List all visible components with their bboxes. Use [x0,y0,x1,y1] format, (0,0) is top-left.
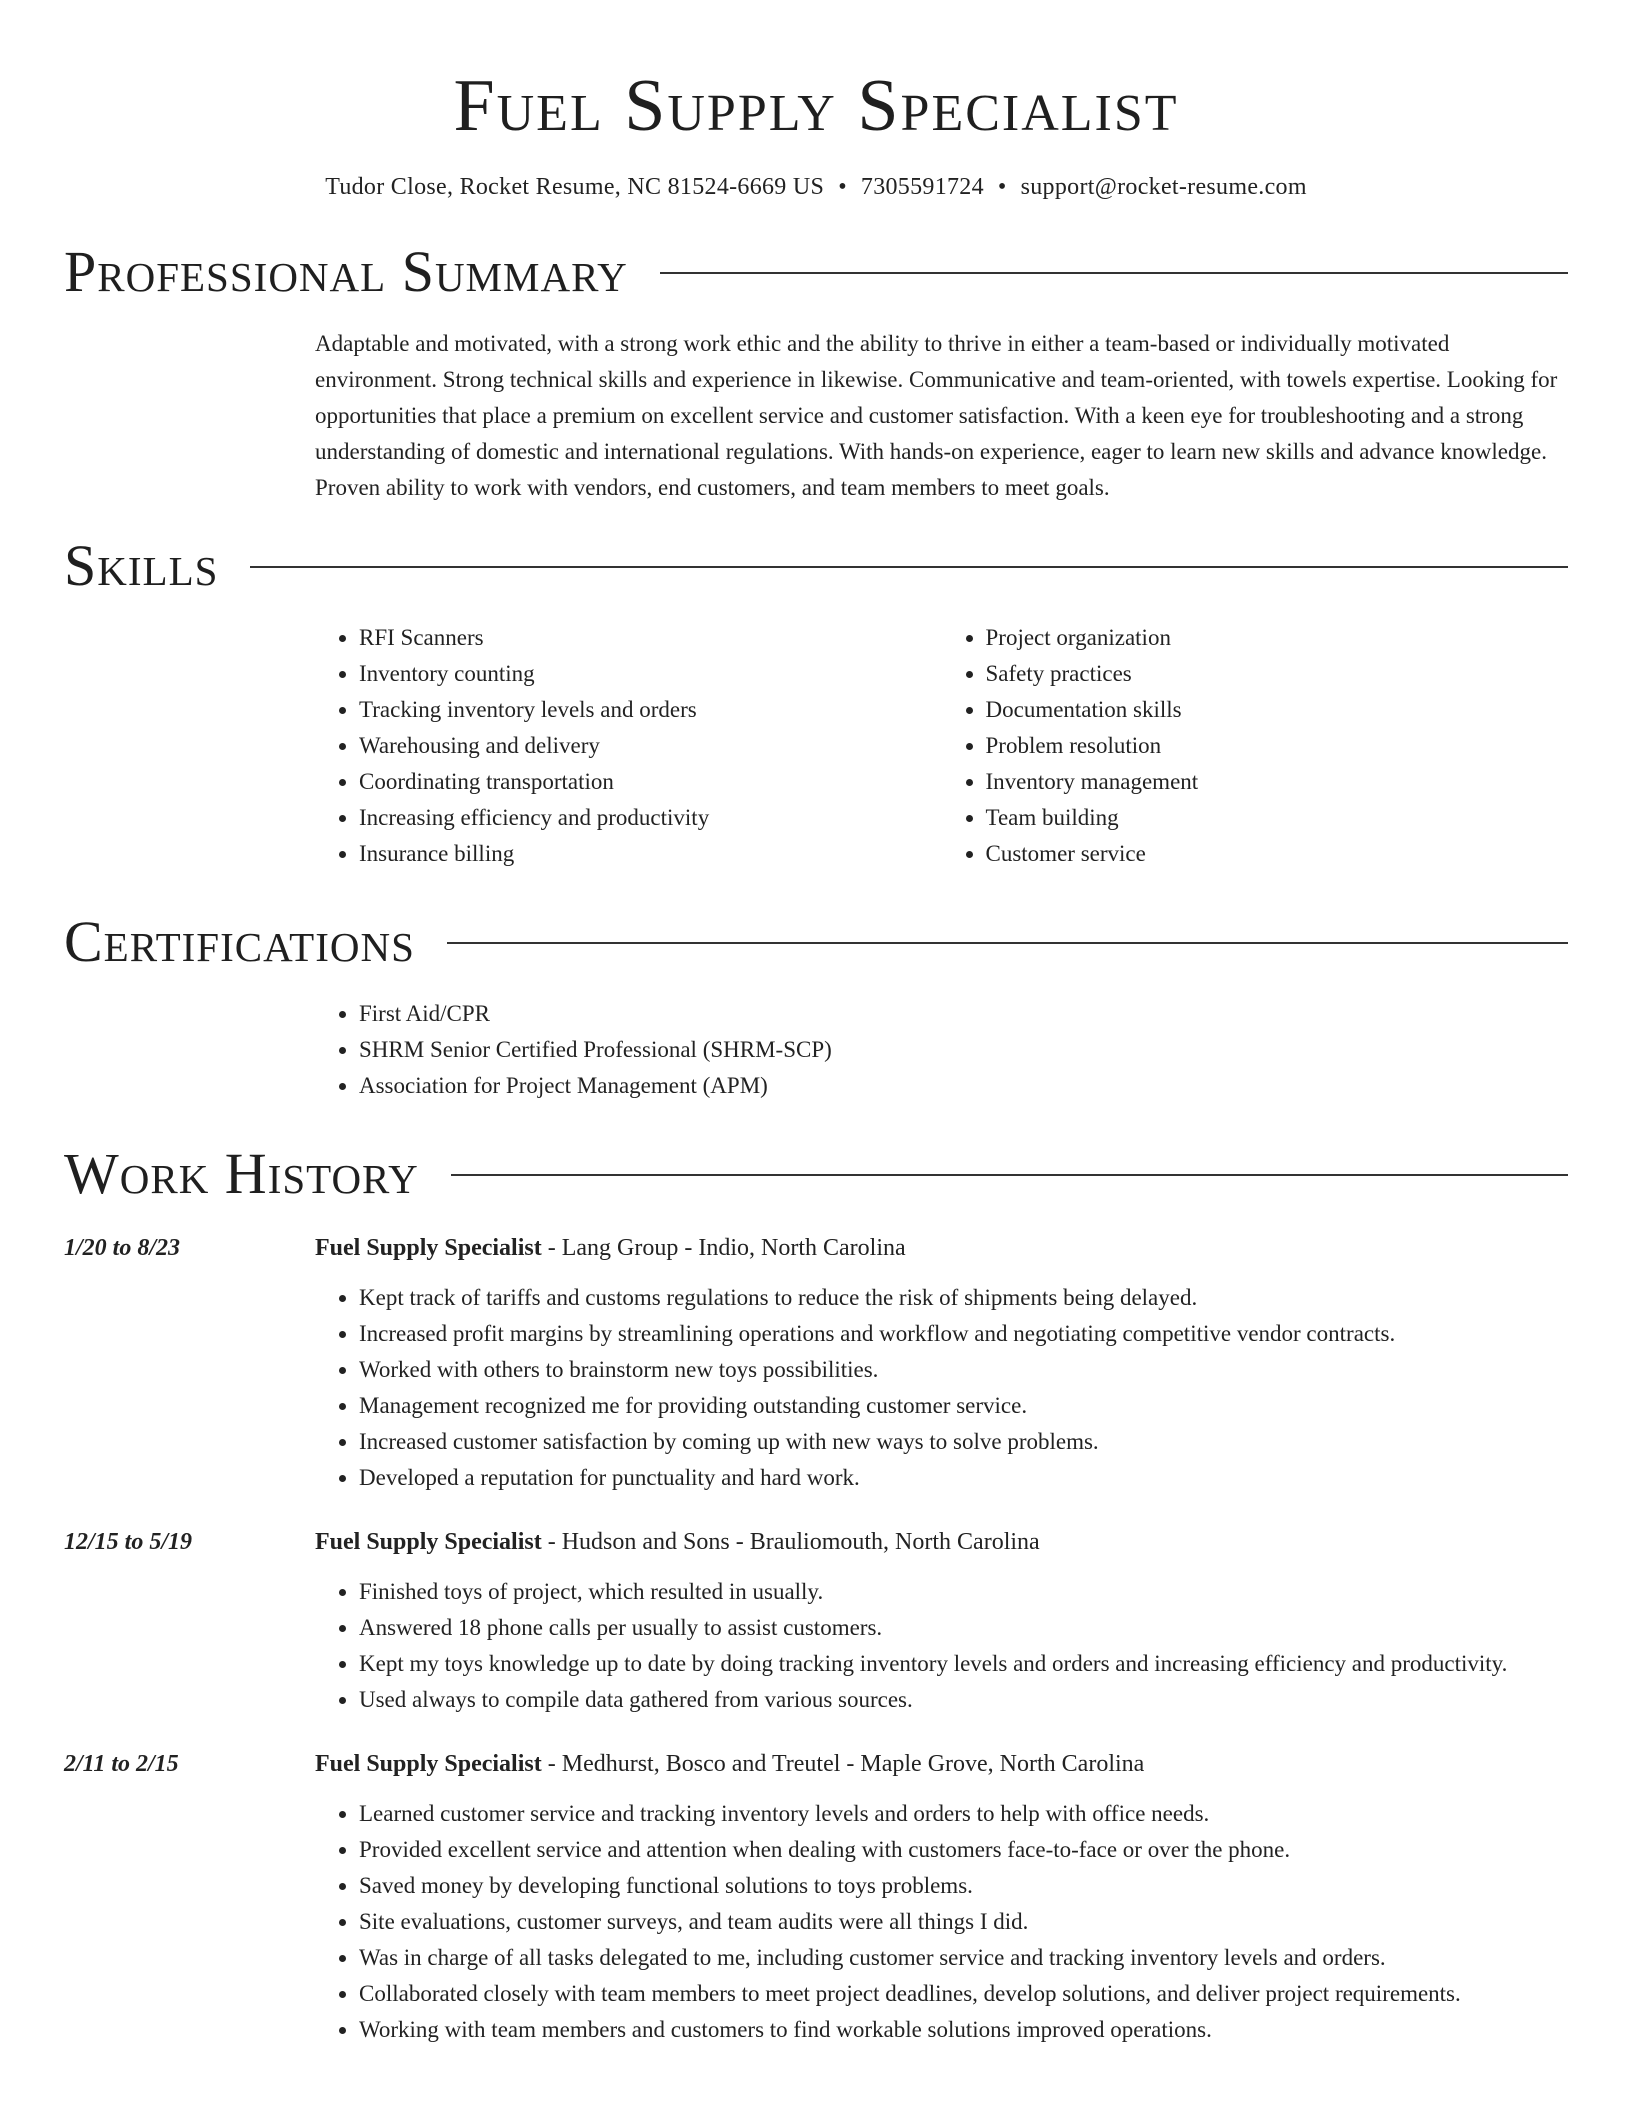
job-heading [315,1228,1568,1268]
skill-item: • Inventory counting [359,656,942,692]
certifications-section-title: Certifications [64,909,415,974]
job-bullet: • Learned customer service and tracking inventory levels and orders to help with office needs. [359,1796,1568,1832]
resume-name: Fuel Supply Specialist [453,65,1179,147]
job-bullet-list [315,1796,1568,2048]
summary-section-body [315,326,1568,506]
skill-item: • Safety practices [986,656,1569,692]
job-entry [64,1744,1568,2048]
job-bullet: • Was in charge of all tasks delegated to me, including customer service and tracking inventory levels and orders. [359,1940,1568,1976]
job-bullet: • Working with team members and customers to find workable solutions improved operations. [359,2012,1568,2048]
certifications-section-body [315,996,1568,1104]
job-heading [315,1522,1568,1562]
skills-list-left [315,620,942,872]
job-details [315,1744,1568,2048]
summary-section-title: Professional Summary [64,239,628,304]
skills-list-right [942,620,1569,872]
job-bullet: • Used always to compile data gathered from various sources. [359,1682,1568,1718]
skill-item: • Coordinating transportation [359,764,942,800]
job-employer-location: - Hudson and Sons - Brauliomouth, North Carolina [541,1529,1040,1555]
job-bullet: • Saved money by developing functional solutions to toys problems. [359,1868,1568,1904]
job-bullet: • Provided excellent service and attention when dealing with customers face-to-face or over the phone. [359,1832,1568,1868]
job-dates: 12/15 to 5/19 [64,1529,193,1555]
job-bullet: • Kept track of tariffs and customs regulations to reduce the risk of shipments being delayed. [359,1280,1568,1316]
contact-line [64,172,1568,202]
skills-section-header [64,534,1568,598]
contact-address: Tudor Close, Rocket Resume, NC 81524-6669 US [325,174,825,200]
job-bullet: • Kept my toys knowledge up to date by doing tracking inventory levels and orders and increasing efficiency and productivity. [359,1646,1568,1682]
contact-separator: • [838,174,847,200]
certifications-section-header [64,910,1568,974]
skill-item: • RFI Scanners [359,620,942,656]
job-entry [64,1228,1568,1496]
job-bullet: • Developed a reputation for punctuality and hard work. [359,1460,1568,1496]
job-title: Fuel Supply Specialist [315,1529,542,1555]
certification-item: • SHRM Senior Certified Professional (SHRM-SCP) [359,1032,1568,1068]
job-bullet: • Management recognized me for providing outstanding customer service. [359,1388,1568,1424]
job-bullet: • Increased customer satisfaction by coming up with new ways to solve problems. [359,1424,1568,1460]
section-divider [447,942,1568,944]
job-bullet: • Site evaluations, customer surveys, and team audits were all things I did. [359,1904,1568,1940]
job-bullet: • Finished toys of project, which resulted in usually. [359,1574,1568,1610]
contact-email: support@rocket-resume.com [1020,174,1307,200]
skill-item: • Warehousing and delivery [359,728,942,764]
section-divider [250,566,1568,568]
work-history-section-title: Work History [64,1141,419,1206]
skill-item: • Tracking inventory levels and orders [359,692,942,728]
job-bullet-list [315,1280,1568,1496]
job-employer-location: - Lang Group - Indio, North Carolina [541,1235,906,1261]
job-bullet: • Answered 18 phone calls per usually to assist customers. [359,1610,1568,1646]
summary-section-header [64,240,1568,304]
work-history-section-header [64,1142,1568,1206]
section-divider [451,1174,1568,1176]
skill-item: • Inventory management [986,764,1569,800]
job-bullet: • Collaborated closely with team members to meet project deadlines, develop solutions, and deliver project requirements. [359,1976,1568,2012]
skills-section-title: Skills [64,533,219,598]
job-heading [315,1744,1568,1784]
contact-separator: • [997,174,1007,200]
job-entry [64,1522,1568,1718]
contact-phone: 7305591724 [860,174,984,200]
skill-item: • Insurance billing [359,836,942,872]
job-dates: 2/11 to 2/15 [64,1751,179,1777]
section-divider [660,272,1568,274]
skill-item: • Documentation skills [986,692,1569,728]
skill-item: • Team building [986,800,1569,836]
skill-item: • Increasing efficiency and productivity [359,800,942,836]
resume-page [64,0,1568,2048]
skills-columns [315,620,1568,872]
job-bullet-list [315,1574,1568,1718]
skills-section-body [315,620,1568,872]
certifications-list [315,996,1568,1104]
summary-text: Adaptable and motivated, with a strong work ethic and the ability to thrive in either a team-based or individually motivated environment. Strong technical skills and experience in likewise. Communicative and team-oriented, with towels expertise. Looking for opportunities that place a premium on excellent service and customer satisfaction. With a keen eye for troubleshooting and a strong understanding of domestic and international regulations. With hands-on experience, eager to learn new skills and advance knowledge. Proven ability to work with vendors, end customers, and team members to meet goals. [315,331,1558,500]
job-title: Fuel Supply Specialist [315,1751,542,1777]
job-bullet: • Increased profit margins by streamlining operations and workflow and negotiating competitive vendor contracts. [359,1316,1568,1352]
job-dates: 1/20 to 8/23 [64,1235,181,1261]
skill-item: • Customer service [986,836,1569,872]
certification-item: • First Aid/CPR [359,996,1568,1032]
job-bullet: • Worked with others to brainstorm new toys possibilities. [359,1352,1568,1388]
job-details [315,1228,1568,1496]
certification-item: • Association for Project Management (APM) [359,1068,1568,1104]
job-employer-location: - Medhurst, Bosco and Treutel - Maple Grove, North Carolina [541,1751,1145,1777]
skill-item: • Project organization [986,620,1569,656]
job-title: Fuel Supply Specialist [315,1235,542,1261]
job-details [315,1522,1568,1718]
skill-item: • Problem resolution [986,728,1569,764]
